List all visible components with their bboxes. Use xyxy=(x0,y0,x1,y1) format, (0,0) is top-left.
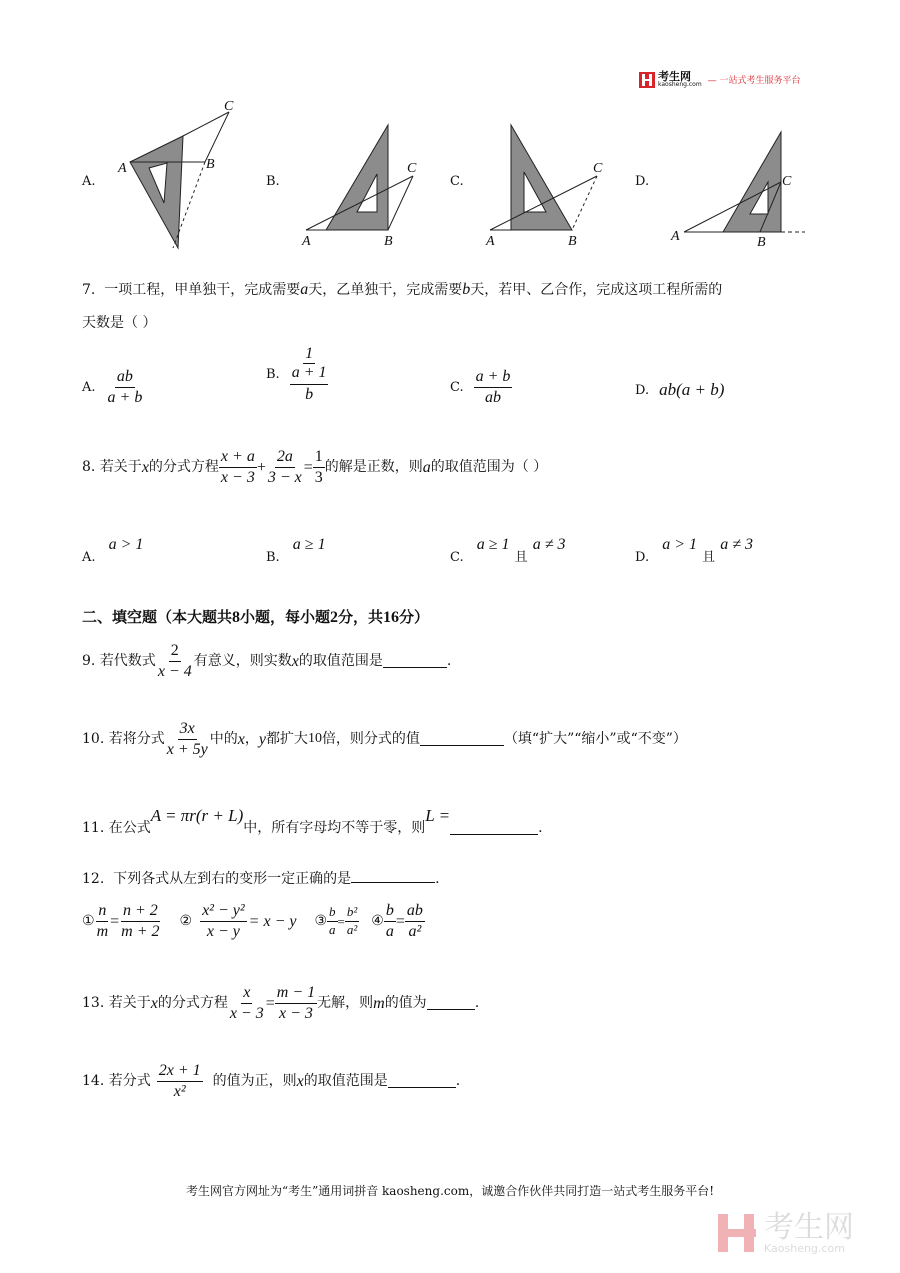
q10-answer-blank[interactable] xyxy=(420,733,504,746)
fig-a-label-C: C xyxy=(224,99,234,114)
q8-stem: 8. 若关于 x 的分式方程 $\frac{x + a}{x - 3}$ + $\frac{2a}{3 - x}$ = $\frac{1}{3}$ 的解是正数，则 a 的取值范围为（ ） xyxy=(82,448,548,487)
fig-b-label-C: C xyxy=(407,161,417,176)
q14: 14. 若分式 $\frac{2x + 1}{\text{x²}}$ 的值为正，则 x 的取值范围是 . xyxy=(82,1062,461,1101)
fig-c-label-A: A xyxy=(486,234,495,249)
q6-option-a-label: A. xyxy=(82,174,96,189)
q7-option-a: A. $\frac{ab}{a + b}$ xyxy=(82,368,143,407)
q12-stem: 12. 下列各式从左到右的变形一定正确的是 . xyxy=(82,871,440,887)
q9-answer-blank[interactable] xyxy=(383,655,447,668)
q7-line2: 天数是（ ） xyxy=(82,315,157,331)
q12-answer-blank[interactable] xyxy=(351,870,435,883)
q8-option-a: $_{A.}$ a > 1 xyxy=(82,536,144,565)
figure-d xyxy=(670,132,805,250)
watermark xyxy=(716,1209,854,1255)
q6-option-c-label: C. xyxy=(450,174,464,189)
q7-line1: 7. 一项工程，甲单独干，完成需要a天，乙单独干，完成需要b天，若甲、乙合作，完成这项工程所需的 xyxy=(82,281,723,298)
figure-b xyxy=(301,125,417,249)
q12-items xyxy=(82,902,425,942)
q13-answer-blank[interactable] xyxy=(427,997,475,1010)
q7-option-b: B. 1 a + 1 b xyxy=(266,345,327,403)
q8-option-d: $_{D.}$ a > 1 $_且$ a ≠ 3 xyxy=(635,536,753,565)
fig-c-label-C: C xyxy=(593,161,603,176)
q9: 9. 若代数式 $\frac{2}{x - 4}$ 有意义，则实数 x 的取值范围是 . xyxy=(82,642,452,681)
fig-d-label-B: B xyxy=(757,235,766,250)
fig-a-label-A: A xyxy=(118,161,127,176)
q13: 13. 若关于 x 的分式方程 $\frac{x}{x - 3}$ = $\frac{m - 1}{x - 3}$ 无解，则 m 的值为 . xyxy=(82,984,480,1023)
q7-option-d: D. ab(a + b) xyxy=(635,380,725,399)
fig-b-label-B: B xyxy=(384,234,393,249)
q8-option-b: $_{B.}$ a ≥ 1 xyxy=(266,536,326,565)
watermark-en: Kaosheng.com xyxy=(764,1241,845,1255)
fig-b-label-A: A xyxy=(302,234,311,249)
footer-text: 考生网官方网址为“考生”通用词拼音 kaosheng.com，诚邀合作伙伴共同打造一站式考生服务平台! xyxy=(185,1184,715,1198)
figure-a xyxy=(117,99,234,248)
figure-c xyxy=(485,125,603,249)
q12-item-1: ① $\frac{n}{m}$ = $\frac{n + 2}{m + 2}$ xyxy=(82,902,160,941)
brand-name: 考生网 xyxy=(658,70,691,83)
section2-title: 二、填空题（本大题共8小题，每小题2分，共16分） xyxy=(82,608,430,626)
fig-c-label-B: B xyxy=(568,234,577,249)
q12-item-4: ④ $\frac{b}{a}$ = $\frac{ab}{\text{a²}}$ xyxy=(371,902,423,941)
q14-answer-blank[interactable] xyxy=(388,1075,456,1088)
q12-item-2: ② $\frac{\text{x² − y²}}{x - y}$ = x − y xyxy=(179,902,297,941)
q12-item-3: ③ $\frac{b}{a}$ = $\frac{\text{b²}}{\text{a²}}$ xyxy=(314,904,358,938)
q6-option-d-label: D. xyxy=(635,174,650,189)
q10: 10. 若将分式 $\frac{3x}{x + 5y}$ 中的 x ， y 都扩大 10 倍，则分式的值 （填“扩大”“缩小”或“不变”） xyxy=(82,720,687,759)
fig-d-label-C: C xyxy=(782,174,792,189)
q11: 11. 在公式 A = πr(r + L) 中，所有字母均不等于零，则 L = . xyxy=(82,806,543,836)
fig-a-label-B: B xyxy=(206,157,215,172)
watermark-logo-icon xyxy=(716,1212,758,1254)
watermark-cn: 考生网 xyxy=(764,1209,854,1245)
brand-slogan: — 一站式考生服务平台 xyxy=(707,76,801,86)
q6-figures xyxy=(0,0,900,260)
q11-answer-blank[interactable] xyxy=(450,822,538,835)
q6-option-b-label: B. xyxy=(266,174,280,189)
q8-option-c: $_{C.}$ a ≥ 1 $_且$ a ≠ 3 xyxy=(450,536,566,565)
fig-d-label-A: A xyxy=(671,229,680,244)
q7-option-c: C. $\frac{a + b}{ab}$ xyxy=(450,368,511,407)
brand-domain: kaosheng.com xyxy=(658,81,702,88)
